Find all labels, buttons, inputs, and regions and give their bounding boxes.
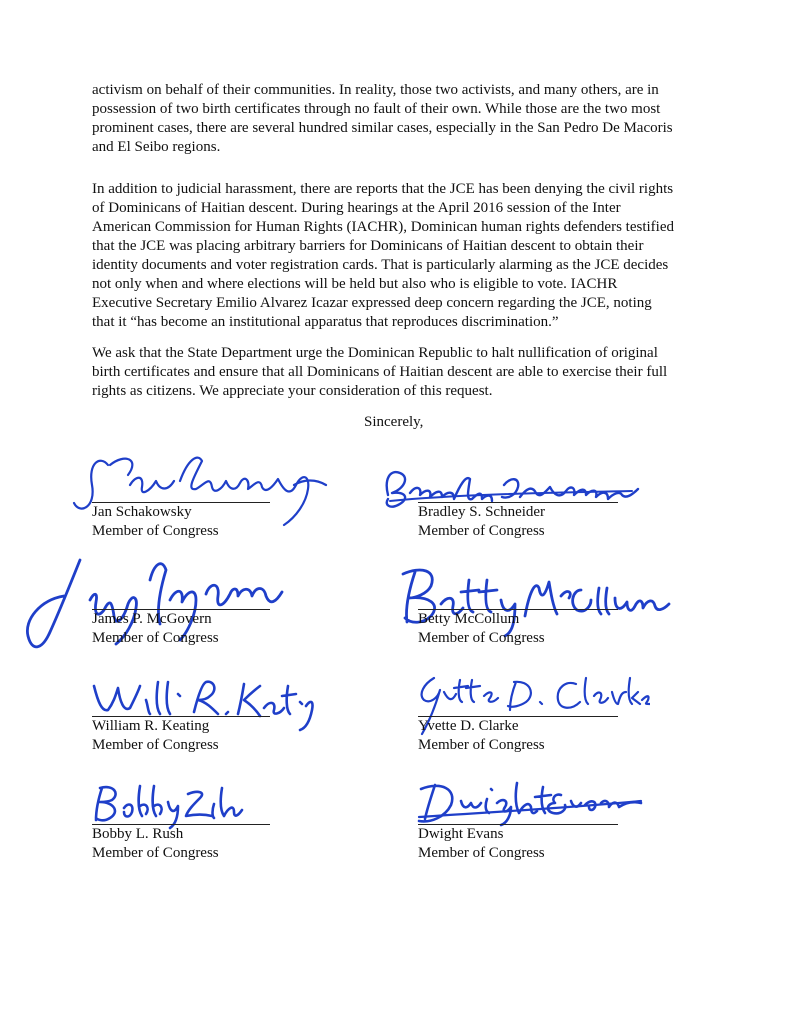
- closing-salutation: Sincerely,: [364, 414, 424, 430]
- signer-name: Jan Schakowsky: [92, 504, 192, 520]
- signer-title: Member of Congress: [92, 523, 219, 539]
- signer-block: [92, 825, 219, 863]
- text-line: possession of two birth certificates through no fault of their own. While those are the two most: [92, 101, 661, 117]
- signer-block: [92, 503, 219, 541]
- text-line: that it “has become an institutional apparatus that reproduces discrimination.”: [92, 314, 559, 330]
- text-line: birth certificates and ensure that all Dominicans of Haitian descent are able to exercise their full: [92, 364, 668, 380]
- letter-paragraph-3: [92, 344, 712, 401]
- text-line: American Commission for Human Rights (IACHR), Dominican human rights defenders testified: [92, 219, 674, 235]
- text-line: identity documents and voter registration cards. That is particularly alarming as the JCE decides: [92, 257, 669, 273]
- signer-name: Bobby L. Rush: [92, 826, 184, 842]
- text-line: and El Seibo regions.: [92, 139, 221, 155]
- text-line: of Dominicans of Haitian descent. During hearings at the April 2016 session of the Inter: [92, 200, 621, 216]
- signer-block: [92, 717, 219, 755]
- signer-title: Member of Congress: [92, 630, 219, 646]
- signer-block: [92, 610, 219, 648]
- signer-title: Member of Congress: [418, 630, 545, 646]
- text-line: that the JCE was placing arbitrary barriers for Dominicans of Haitian descent to obtain their: [92, 238, 644, 254]
- letter-paragraph-2: [92, 180, 712, 332]
- signer-name: William R. Keating: [92, 718, 210, 734]
- signature-bobby-rush: [88, 780, 268, 830]
- signer-name: Dwight Evans: [418, 826, 504, 842]
- signer-name: Bradley S. Schneider: [418, 504, 546, 520]
- signer-title: Member of Congress: [92, 845, 219, 861]
- signer-title: Member of Congress: [418, 523, 545, 539]
- signature-james-mcgovern: [20, 540, 310, 670]
- signer-name: James P. McGovern: [92, 611, 212, 627]
- signer-block: [418, 717, 545, 755]
- text-line: prominent cases, there are several hundred similar cases, especially in the San Pedro De Macoris: [92, 120, 673, 136]
- text-line: activism on behalf of their communities. In reality, those two activists, and many others, are in: [92, 82, 659, 98]
- text-line: We ask that the State Department urge the Dominican Republic to halt nullification of original: [92, 345, 658, 361]
- signer-title: Member of Congress: [418, 737, 545, 753]
- signer-title: Member of Congress: [418, 845, 545, 861]
- signer-name: Betty McCollum: [418, 611, 520, 627]
- signer-title: Member of Congress: [92, 737, 219, 753]
- signer-name: Yvette D. Clarke: [418, 718, 519, 734]
- text-line: rights as citizens. We appreciate your consideration of this request.: [92, 383, 493, 399]
- signer-block: [418, 503, 545, 541]
- text-line: In addition to judicial harassment, there are reports that the JCE has been denying the civil rights: [92, 181, 674, 197]
- letter-paragraph-1: [92, 81, 712, 157]
- text-line: Executive Secretary Emilio Alvarez Icazar expressed deep concern regarding the JCE, noting: [92, 295, 652, 311]
- text-line: not only when and where elections will be held but also who is eligible to vote. IACHR: [92, 276, 618, 292]
- signer-block: [418, 610, 545, 648]
- signer-block: [418, 825, 545, 863]
